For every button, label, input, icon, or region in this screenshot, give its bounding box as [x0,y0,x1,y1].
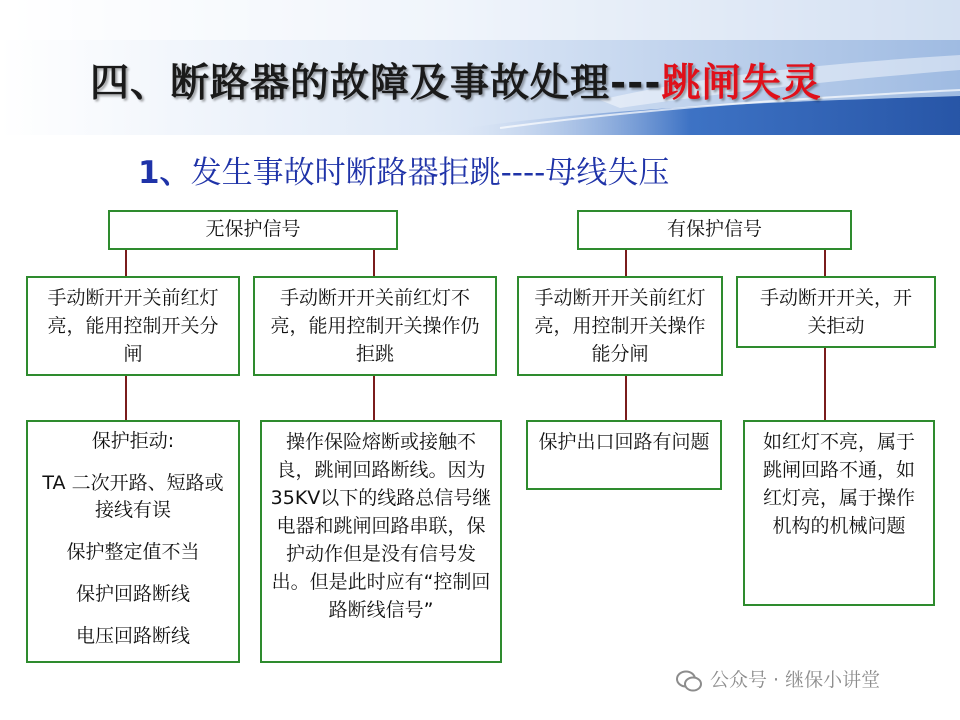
mid-box-4-text: 手动断开开关，开关拒动 [760,287,913,337]
mid-box-1-text: 手动断开开关前红灯亮，能用控制开关分闸 [47,287,219,365]
mid-box-2 [253,276,497,376]
leaf-3-text: 保护出口回路有问题 [538,431,710,453]
leaf-4-text: 如红灯不亮，属于跳闸回路不通，如红灯亮，属于操作机构的机械问题 [762,431,915,537]
wechat-icon [676,670,702,692]
page-title: 四、断路器的故障及事故处理---跳闸失灵 [90,61,822,106]
leaf-box-4 [743,420,935,606]
leaf-box-1 [26,420,240,663]
leaf-1-line-2: TA 二次开路、短路或接线有误 [42,472,224,521]
leaf-2-text: 操作保险熔断或接触不良，跳闸回路断线。因为35KV以下的线路总信号继电器和跳闸回路串联，保护动作但是没有信号发出。但是此时应有“控制回路断线信号” [270,431,492,621]
mid-box-2-text: 手动断开开关前红灯不亮，能用控制开关操作仍拒跳 [270,287,480,365]
leaf-1-line-4: 保护回路断线 [75,583,190,605]
leaf-box-2 [260,420,502,663]
root-label-has-signal: 有保护信号 [666,218,762,240]
mid-box-1 [26,276,240,376]
leaf-box-3 [526,420,722,490]
mid-box-3 [517,276,723,376]
leaf-1-line-1: 保护拒动: [91,430,175,452]
mid-box-4 [736,276,936,348]
subtitle-number: 1、 [138,155,191,191]
subtitle-text: 发生事故时断路器拒跳----母线失压 [190,155,670,191]
watermark [676,665,880,692]
leaf-1-line-3: 保护整定值不当 [66,541,200,563]
root-label-no-signal: 无保护信号 [205,218,301,240]
root-box-has-signal [577,210,852,250]
mid-box-3-text: 手动断开开关前红灯亮，用控制开关操作能分闸 [534,287,706,365]
root-box-no-signal [108,210,398,250]
title-highlight: 跳闸失灵 [661,61,822,106]
watermark-text: 公众号 · 继保小讲堂 [710,669,881,691]
leaf-1-line-5: 电压回路断线 [75,625,190,647]
